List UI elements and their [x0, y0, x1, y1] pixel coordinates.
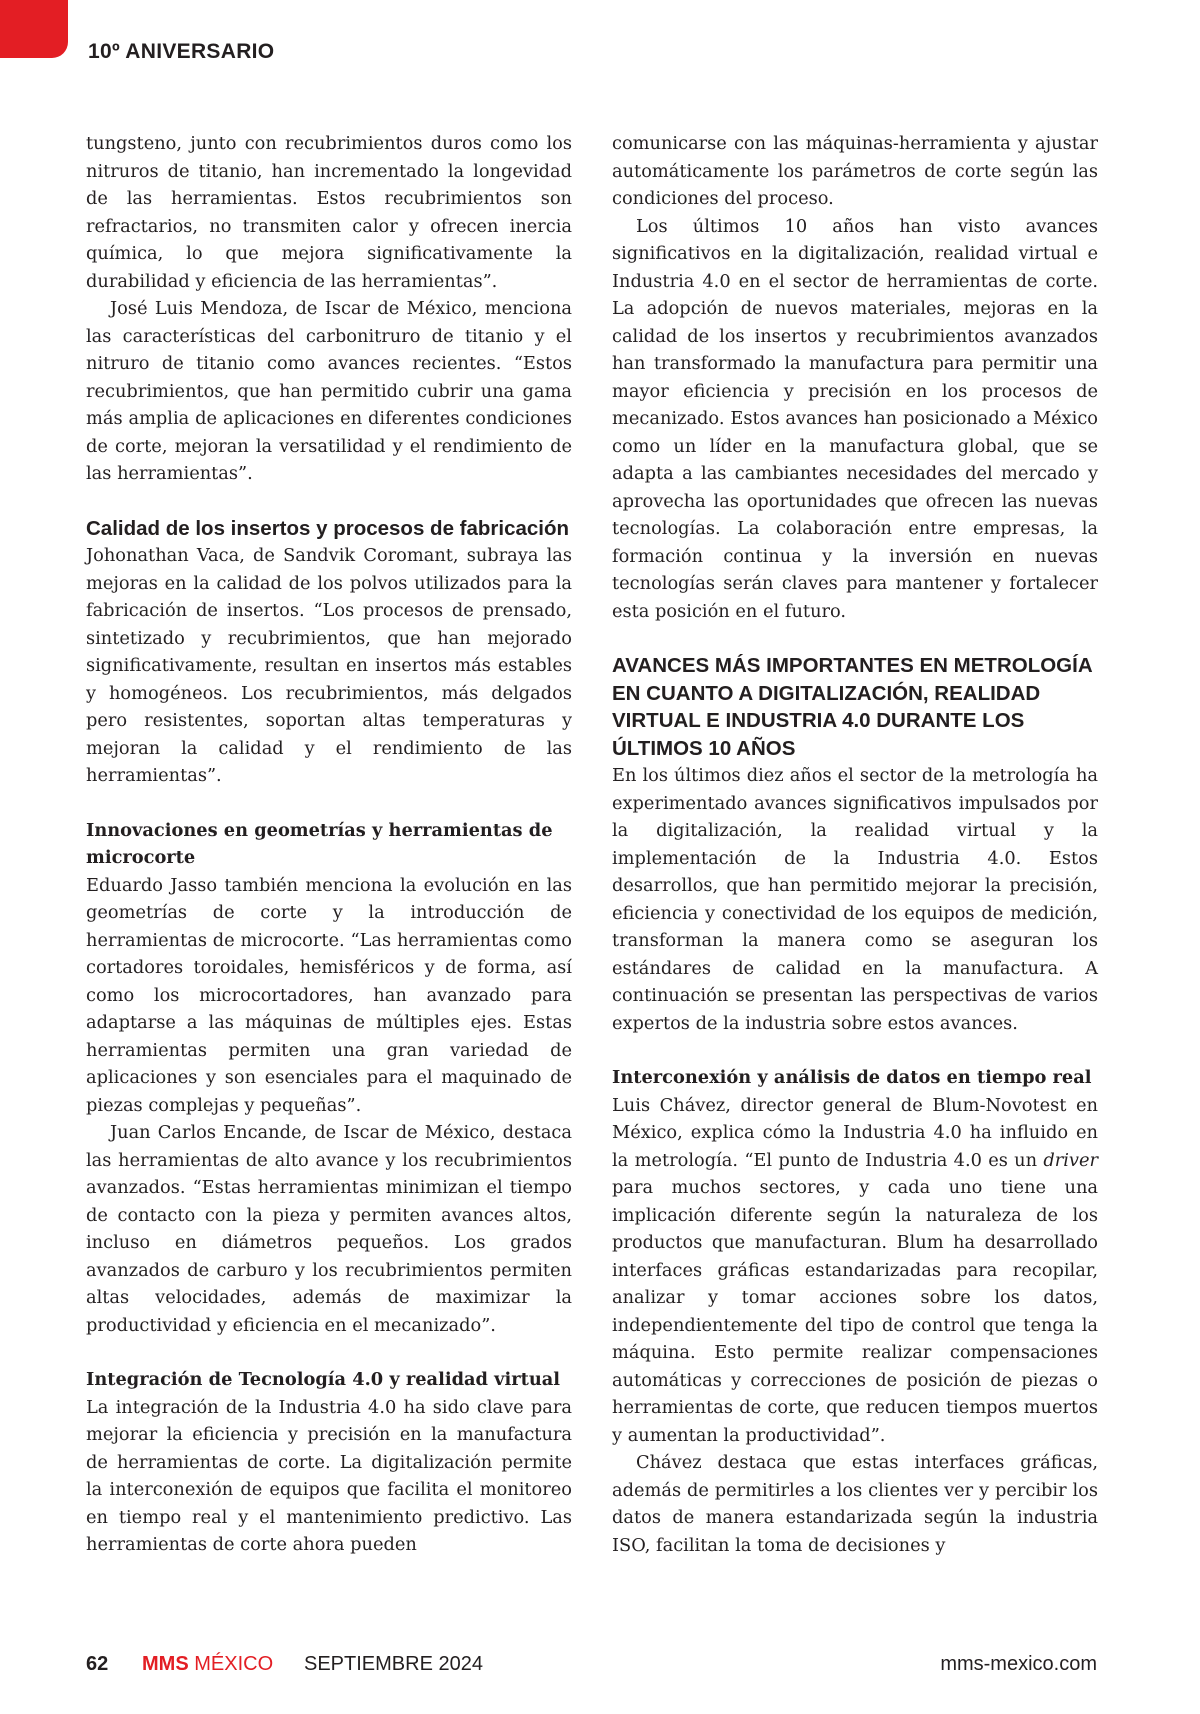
paragraph-text: Luis Chávez, director general de Blum-Novotest en México, explica cómo la Industria 4.0 ha influido en la metrología. “El punto de Industria 4.0 es un [612, 1094, 1098, 1171]
italic-term: driver [1043, 1149, 1098, 1171]
page-footer [86, 1653, 1097, 1683]
subheading: Integración de Tecnología 4.0 y realidad virtual [86, 1369, 561, 1390]
website-url: mms-mexico.com [940, 1653, 1097, 1675]
paragraph: Los últimos 10 años han visto avances significativos en la digitalización, realidad virtual e Industria 4.0 en el sector de herramientas de corte. La adopción de nuevos materiales, mejoras en la calidad de los insertos y recubrimientos avanzados han transformado la manufactura para permitir una mayor eficiencia y precisión en los procesos de mecanizado. Estos avances han posicionado a México como un líder en la manufactura global, que se adapta a las cambiantes necesidades del mercado y aprovecha las oportunidades que ofrecen las nuevas tecnologías. La colaboración entre empresas, la formación continua y la inversión en nuevas tecnologías serán claves para mantener y fortalecer esta posición en el futuro. [612, 215, 1098, 622]
paragraph: Eduardo Jasso también menciona la evolución en las geometrías de corte y la introducción de herramientas de microcorte. “Las herramientas como cortadores toroidales, hemisféricos y de forma, así como los microcortadores, han avanzado para adaptarse a las máquinas de múltiples ejes. Estas herramientas permiten una gran variedad de aplicaciones y son esenciales para el maquinado de piezas complejas y pequeñas”. [86, 874, 572, 1116]
magazine-name [142, 1653, 273, 1676]
paragraph: Johonathan Vaca, de Sandvik Coromant, subraya las mejoras en la calidad de los polvos utilizados para la fabricación de insertos. “Los procesos de prensado, sintetizado y recubrimientos, que han mejorado significativamente, resultan en insertos más estables y homogéneos. Los recubrimientos, más delgados pero resistentes, soportan altas temperaturas y mejoran la calidad y el rendimiento de las herramientas”. [86, 545, 572, 786]
right-column [612, 130, 1098, 1559]
paragraph: José Luis Mendoza, de Iscar de México, menciona las características del carbonitruro de titanio y el nitruro de titanio como avances recientes. “Estos recubrimientos, que han permitido cubrir una gama más amplia de aplicaciones en diferentes condiciones de corte, mejoran la versatilidad y el rendimiento de las herramientas”. [86, 298, 572, 484]
paragraph: En los últimos diez años el sector de la metrología ha experimentado avances significativos impulsados por la digitalización, la realidad virtual y la implementación de la Industria 4.0. Estos desarrollos, que han permitido mejorar la precisión, eficiencia y conectividad de los equipos de medición, transforman la manera como se aseguran los estándares de calidad en la manufactura. A continuación se presentan las perspectivas de varios expertos de la industria sobre estos avances. [612, 765, 1098, 1034]
paragraph-text: para muchos sectores, y cada uno tiene una implicación diferente según la naturaleza de los productos que manufacturan. Blum ha desarrollado interfaces gráficas estandarizadas para recopilar, analizar y tomar acciones sobre los datos, independientemente del tipo de control que tenga la máquina. Esto permite realizar compensaciones automáticas y correcciones de posición de piezas o herramientas de corte, que reducen tiempos muertos y aumentan la productividad”. [612, 1177, 1098, 1446]
issue-date: SEPTIEMBRE 2024 [304, 1653, 483, 1675]
subheading: Interconexión y análisis de datos en tiempo real [612, 1067, 1092, 1088]
magazine-name-rest: MÉXICO [188, 1653, 274, 1675]
subheading: Calidad de los insertos y procesos de fabricación [86, 516, 570, 540]
paragraph: La integración de la Industria 4.0 ha sido clave para mejorar la eficiencia y precisión en la manufactura de herramientas de corte. La digitalización permite la interconexión de equipos que facilita el monitoreo en tiempo real y el mantenimiento predictivo. Las herramientas de corte ahora pueden [86, 1396, 572, 1555]
section-color-tab [0, 0, 68, 58]
section-heading: AVANCES MÁS IMPORTANTES EN METROLOGÍA EN CUANTO A DIGITALIZACIÓN, REALIDAD VIRTUAL E INDUSTRIA 4.0 DURANTE LOS ÚLTIMOS 10 AÑOS [612, 654, 1092, 760]
paragraph: comunicarse con las máquinas-herramienta y ajustar automáticamente los parámetros de corte según las condiciones del proceso. [612, 133, 1098, 209]
subheading: Innovaciones en geometrías y herramientas de microcorte [86, 819, 553, 868]
paragraph [612, 1092, 1098, 1450]
left-column [86, 130, 572, 1559]
page-number: 62 [86, 1653, 109, 1675]
section-label: 10º ANIVERSARIO [88, 40, 275, 63]
paragraph: Chávez destaca que estas interfaces gráficas, además de permitirles a los clientes ver y percibir los datos de manera estandarizada según la industria ISO, facilitan la toma de decisiones y [612, 1452, 1098, 1556]
paragraph: Juan Carlos Encande, de Iscar de México, destaca las herramientas de alto avance y los recubrimientos avanzados. “Estas herramientas minimizan el tiempo de contacto con la pieza y permiten avances altos, incluso en diámetros pequeños. Los grados avanzados de carburo y los recubrimientos permiten altas velocidades, además de maximizar la productividad y eficiencia en el mecanizado”. [86, 1122, 572, 1336]
paragraph: tungsteno, junto con recubrimientos duros como los nitruros de titanio, han incrementado la longevidad de las herramientas. Estos recubrimientos son refractarios, no transmiten calor y ofrecen inercia química, lo que mejora significativamente la durabilidad y eficiencia de las herramientas”. [86, 133, 572, 292]
magazine-name-bold: MMS [142, 1653, 189, 1675]
